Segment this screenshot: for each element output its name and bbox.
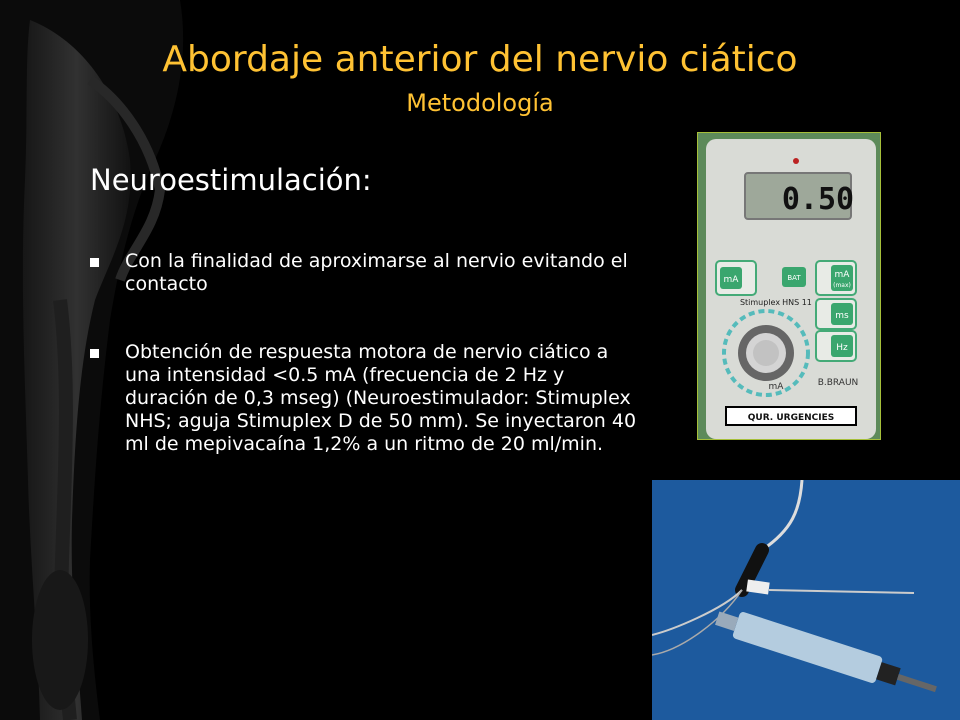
maker-label: B.BRAUN <box>817 378 859 388</box>
ms-button-label: ms <box>835 311 849 321</box>
needle-syringe-illustration <box>652 480 960 720</box>
ma-max-button-label: mA <box>834 270 850 280</box>
ma-max-sublabel: (max) <box>833 282 851 289</box>
slide-subtitle: Metodología <box>406 89 554 117</box>
bullet-text: Obtención de respuesta motora de nervio ciático a una intensidad <0.5 mA (frecuencia de 2 Hz y duración de 0,3 mseg) (Neuroestimulador: Stimuplex NHS; aguja Stimuplex D de 50 mm). Se inyectaron 40 ml de mepivacaína 1,2% a un ritmo de 20 ml/min. <box>125 341 637 455</box>
needle-syringe-photo <box>652 480 960 720</box>
device-sticker-label: QUR. URGENCIES <box>747 413 835 423</box>
bullet-text: Con la finalidad de aproximarse al nervio evitando el contacto <box>125 250 628 295</box>
neurostimulator-illustration <box>698 133 880 439</box>
section-heading: Neuroestimulación: <box>90 163 372 197</box>
slide-title: Abordaje anterior del nervio ciático <box>162 39 798 80</box>
dial-unit-label: mA <box>768 382 784 392</box>
bullet-list <box>90 250 650 501</box>
bullet-square-icon <box>90 258 99 267</box>
bullet-square-icon <box>90 349 99 358</box>
lcd-display: 0.50 <box>781 182 855 217</box>
bullet-item <box>90 250 650 296</box>
neurostimulator-photo <box>697 132 881 440</box>
hz-button-label: Hz <box>836 343 848 353</box>
ma-button-label: mA <box>723 275 739 285</box>
brand-label: Stimuplex <box>739 298 781 307</box>
bat-indicator-label: BAT <box>787 274 801 282</box>
model-label: HNS 11 <box>782 298 812 307</box>
bullet-item <box>90 341 650 456</box>
